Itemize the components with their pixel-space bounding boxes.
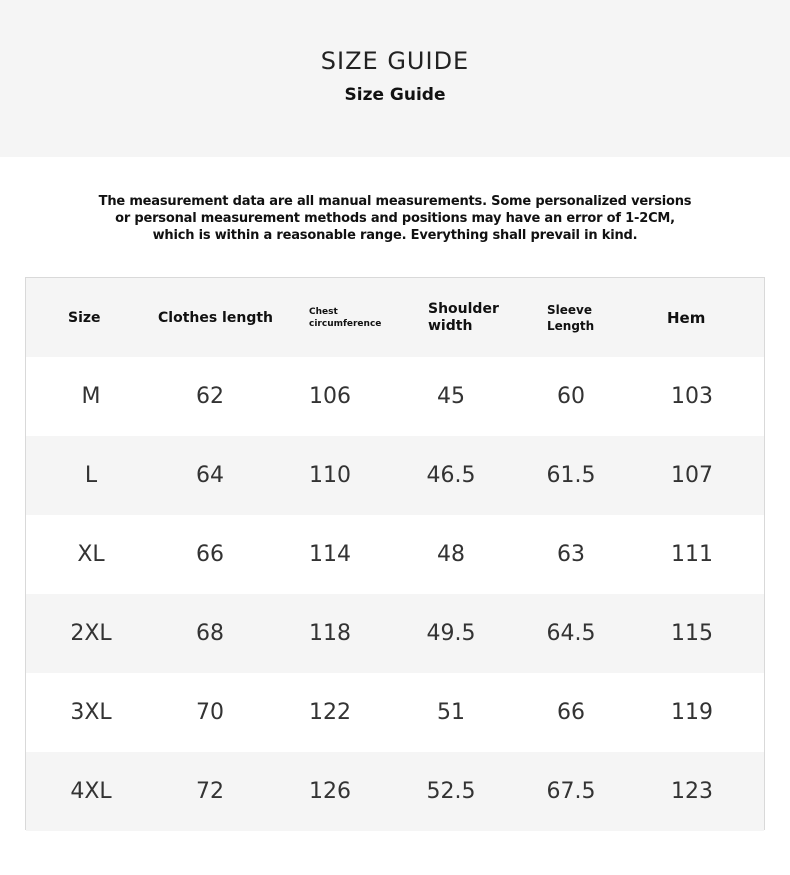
cell-size: 2XL <box>70 621 112 646</box>
header-band <box>0 0 790 157</box>
cell-hem: 111 <box>671 542 713 567</box>
table-header <box>26 278 764 357</box>
cell-chest: 110 <box>309 463 351 488</box>
cell-shoulder: 52.5 <box>426 779 476 804</box>
cell-chest: 114 <box>309 542 351 567</box>
cell-hem: 103 <box>671 384 713 409</box>
cell-shoulder: 49.5 <box>426 621 476 646</box>
cell-sleeve: 64.5 <box>546 621 596 646</box>
cell-hem: 123 <box>671 779 713 804</box>
cell-size: 3XL <box>70 700 112 725</box>
cell-size: 4XL <box>70 779 112 804</box>
size-table <box>25 277 765 830</box>
table-row <box>26 436 764 515</box>
header-shoulder-width: Shoulder width <box>428 300 499 334</box>
table-row <box>26 752 764 831</box>
cell-size: M <box>81 384 101 409</box>
page-title: SIZE GUIDE <box>320 47 470 75</box>
cell-sleeve: 67.5 <box>546 779 596 804</box>
cell-shoulder: 51 <box>437 700 465 725</box>
header-chest-circumference: Chest circumference <box>309 306 382 329</box>
page-subtitle: Size Guide <box>344 85 446 105</box>
cell-sleeve: 66 <box>557 700 585 725</box>
cell-shoulder: 46.5 <box>426 463 476 488</box>
header-hem: Hem <box>667 308 706 327</box>
cell-clothes-length: 64 <box>196 463 224 488</box>
cell-hem: 107 <box>671 463 713 488</box>
measurement-note: The measurement data are all manual measurements. Some personalized versions or personal measurement methods and positions may have an error of 1-2CM, which is within a reasonable range. Everything shall prevail in kind. <box>98 194 692 243</box>
cell-shoulder: 45 <box>437 384 465 409</box>
cell-chest: 126 <box>309 779 351 804</box>
cell-clothes-length: 70 <box>196 700 224 725</box>
cell-size: XL <box>77 542 105 567</box>
cell-sleeve: 61.5 <box>546 463 596 488</box>
cell-chest: 106 <box>309 384 351 409</box>
header-clothes-length: Clothes length <box>158 309 273 326</box>
cell-hem: 119 <box>671 700 713 725</box>
cell-hem: 115 <box>671 621 713 646</box>
cell-clothes-length: 62 <box>196 384 224 409</box>
header-size: Size <box>68 309 101 326</box>
cell-chest: 122 <box>309 700 351 725</box>
cell-shoulder: 48 <box>437 542 465 567</box>
table-row <box>26 594 764 673</box>
table-row <box>26 357 764 436</box>
table-row <box>26 673 764 752</box>
cell-size: L <box>84 463 98 488</box>
cell-sleeve: 60 <box>557 384 585 409</box>
table-row <box>26 515 764 594</box>
cell-clothes-length: 66 <box>196 542 224 567</box>
cell-sleeve: 63 <box>557 542 585 567</box>
cell-clothes-length: 72 <box>196 779 224 804</box>
cell-clothes-length: 68 <box>196 621 224 646</box>
header-sleeve-length: Sleeve Length <box>547 302 595 333</box>
cell-chest: 118 <box>309 621 351 646</box>
